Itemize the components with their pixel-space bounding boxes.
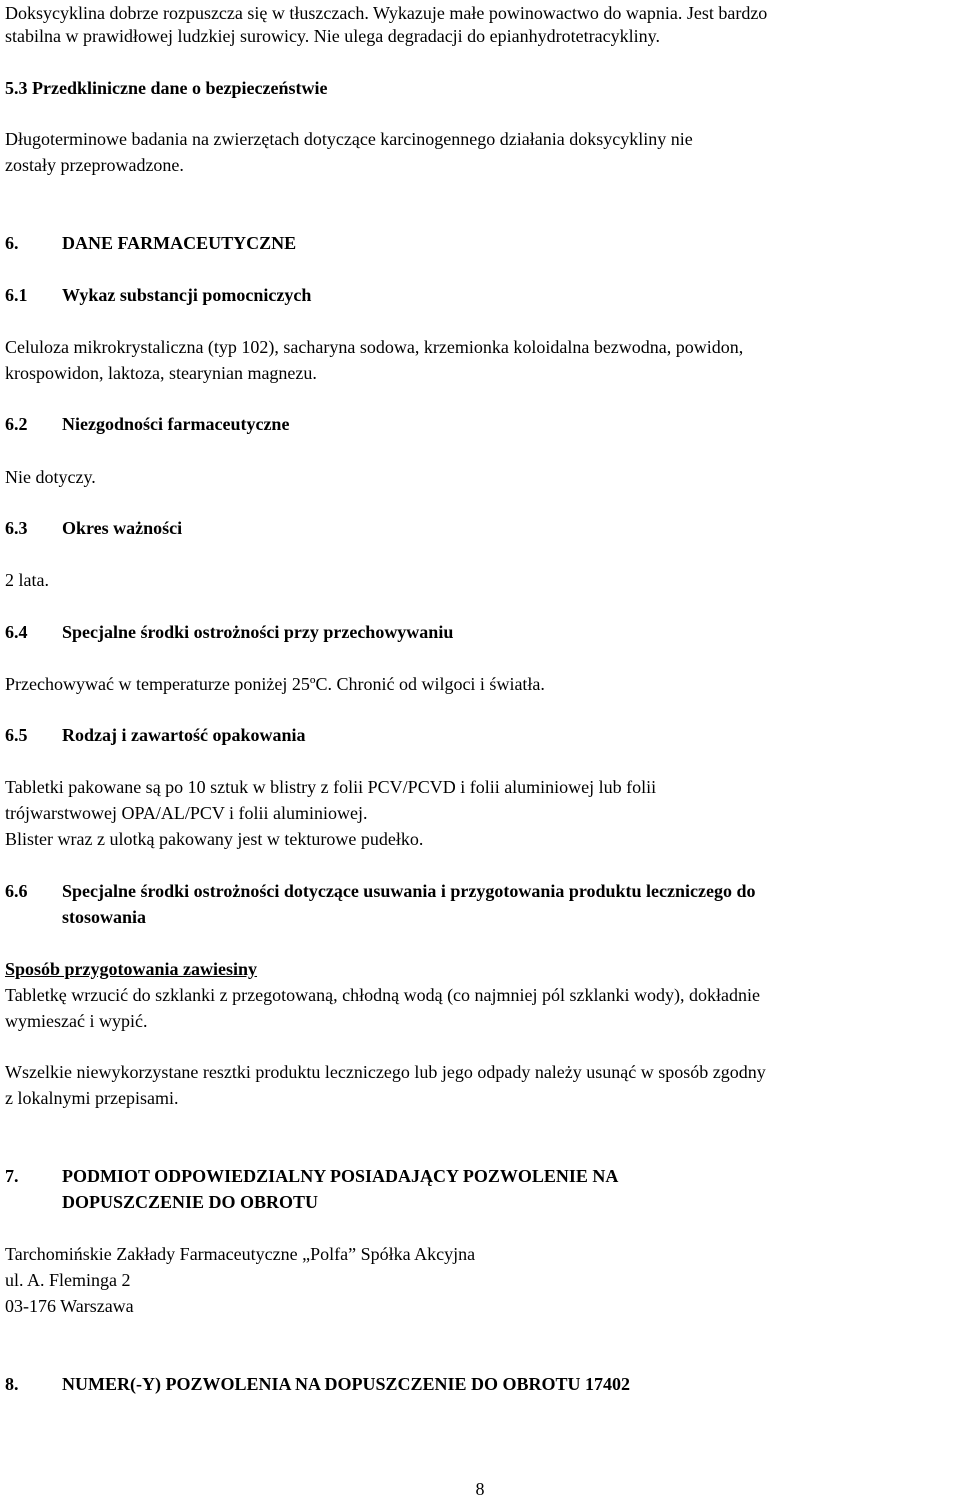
- page-number: 8: [475, 1479, 485, 1499]
- paragraph-line: Blister wraz z ulotką pakowany jest w tekturowe pudełko.: [5, 829, 424, 849]
- section-6-2-heading: Niezgodności farmaceutyczne: [62, 414, 290, 434]
- paragraph-line: Tabletki pakowane są po 10 sztuk w blistry z folii PCV/PCVD i folii aluminiowej lub folii: [5, 777, 657, 797]
- paragraph-line: zostały przeprowadzone.: [5, 155, 184, 175]
- section-6-3-heading: Okres ważności: [62, 518, 183, 538]
- section-8-number: 8.: [5, 1374, 19, 1394]
- paragraph-line: Tarchomińskie Zakłady Farmaceutyczne „Polfa” Spółka Akcyjna: [5, 1244, 476, 1264]
- paragraph-line: stabilna w prawidłowej ludzkiej surowicy. Nie ulega degradacji do epianhydrotetracykliny.: [5, 26, 660, 46]
- section-7-number: 7.: [5, 1166, 19, 1186]
- section-6-3-number: 6.3: [5, 518, 28, 538]
- paragraph-line: krospowidon, laktoza, stearynian magnezu.: [5, 363, 317, 383]
- paragraph-line: z lokalnymi przepisami.: [5, 1088, 179, 1108]
- paragraph-line: Wszelkie niewykorzystane resztki produktu leczniczego lub jego odpady należy usunąć w sposób zgodny: [5, 1062, 766, 1082]
- section-6-4-number: 6.4: [5, 622, 28, 642]
- section-6-5-number: 6.5: [5, 725, 28, 745]
- section-5-3-heading: 5.3 Przedkliniczne dane o bezpieczeństwie: [5, 78, 328, 98]
- paragraph-line: 03-176 Warszawa: [5, 1296, 134, 1316]
- subheading-preparation: Sposób przygotowania zawiesiny: [5, 959, 258, 979]
- section-7-heading-cont: DOPUSZCZENIE DO OBROTU: [62, 1192, 319, 1212]
- paragraph-line: 2 lata.: [5, 570, 49, 590]
- paragraph-line: wymieszać i wypić.: [5, 1011, 148, 1031]
- section-6-6-number: 6.6: [5, 881, 28, 901]
- paragraph-line: Celuloza mikrokrystaliczna (typ 102), sacharyna sodowa, krzemionka koloidalna bezwodna, powidon,: [5, 337, 744, 357]
- section-7-heading: PODMIOT ODPOWIEDZIALNY POSIADAJĄCY POZWOLENIE NA: [62, 1166, 619, 1186]
- paragraph-line: Przechowywać w temperaturze poniżej 25ºC. Chronić od wilgoci i światła.: [5, 674, 545, 694]
- section-8-heading: NUMER(-Y) POZWOLENIA NA DOPUSZCZENIE DO OBROTU 17402: [62, 1374, 631, 1394]
- section-6-number: 6.: [5, 233, 19, 253]
- paragraph-line: trójwarstwowej OPA/AL/PCV i folii aluminiowej.: [5, 803, 368, 823]
- paragraph-line: Doksycyklina dobrze rozpuszcza się w tłuszczach. Wykazuje małe powinowactwo do wapnia. Jest bardzo: [5, 3, 768, 23]
- section-6-5-heading: Rodzaj i zawartość opakowania: [62, 725, 306, 745]
- paragraph-line: ul. A. Fleminga 2: [5, 1270, 131, 1290]
- section-6-2-number: 6.2: [5, 414, 28, 434]
- section-6-6-heading-cont: stosowania: [62, 907, 147, 927]
- section-6-6-heading: Specjalne środki ostrożności dotyczące usuwania i przygotowania produktu leczniczego do: [62, 881, 756, 901]
- section-6-1-heading: Wykaz substancji pomocniczych: [62, 285, 312, 305]
- paragraph-line: Nie dotyczy.: [5, 467, 96, 487]
- paragraph-line: Długoterminowe badania na zwierzętach dotyczące karcinogennego działania doksycykliny nie: [5, 129, 693, 149]
- section-6-heading: DANE FARMACEUTYCZNE: [62, 233, 297, 253]
- paragraph-line: Tabletkę wrzucić do szklanki z przegotowaną, chłodną wodą (co najmniej pól szklanki wody), dokładnie: [5, 985, 760, 1005]
- section-6-1-number: 6.1: [5, 285, 28, 305]
- section-6-4-heading: Specjalne środki ostrożności przy przechowywaniu: [62, 622, 454, 642]
